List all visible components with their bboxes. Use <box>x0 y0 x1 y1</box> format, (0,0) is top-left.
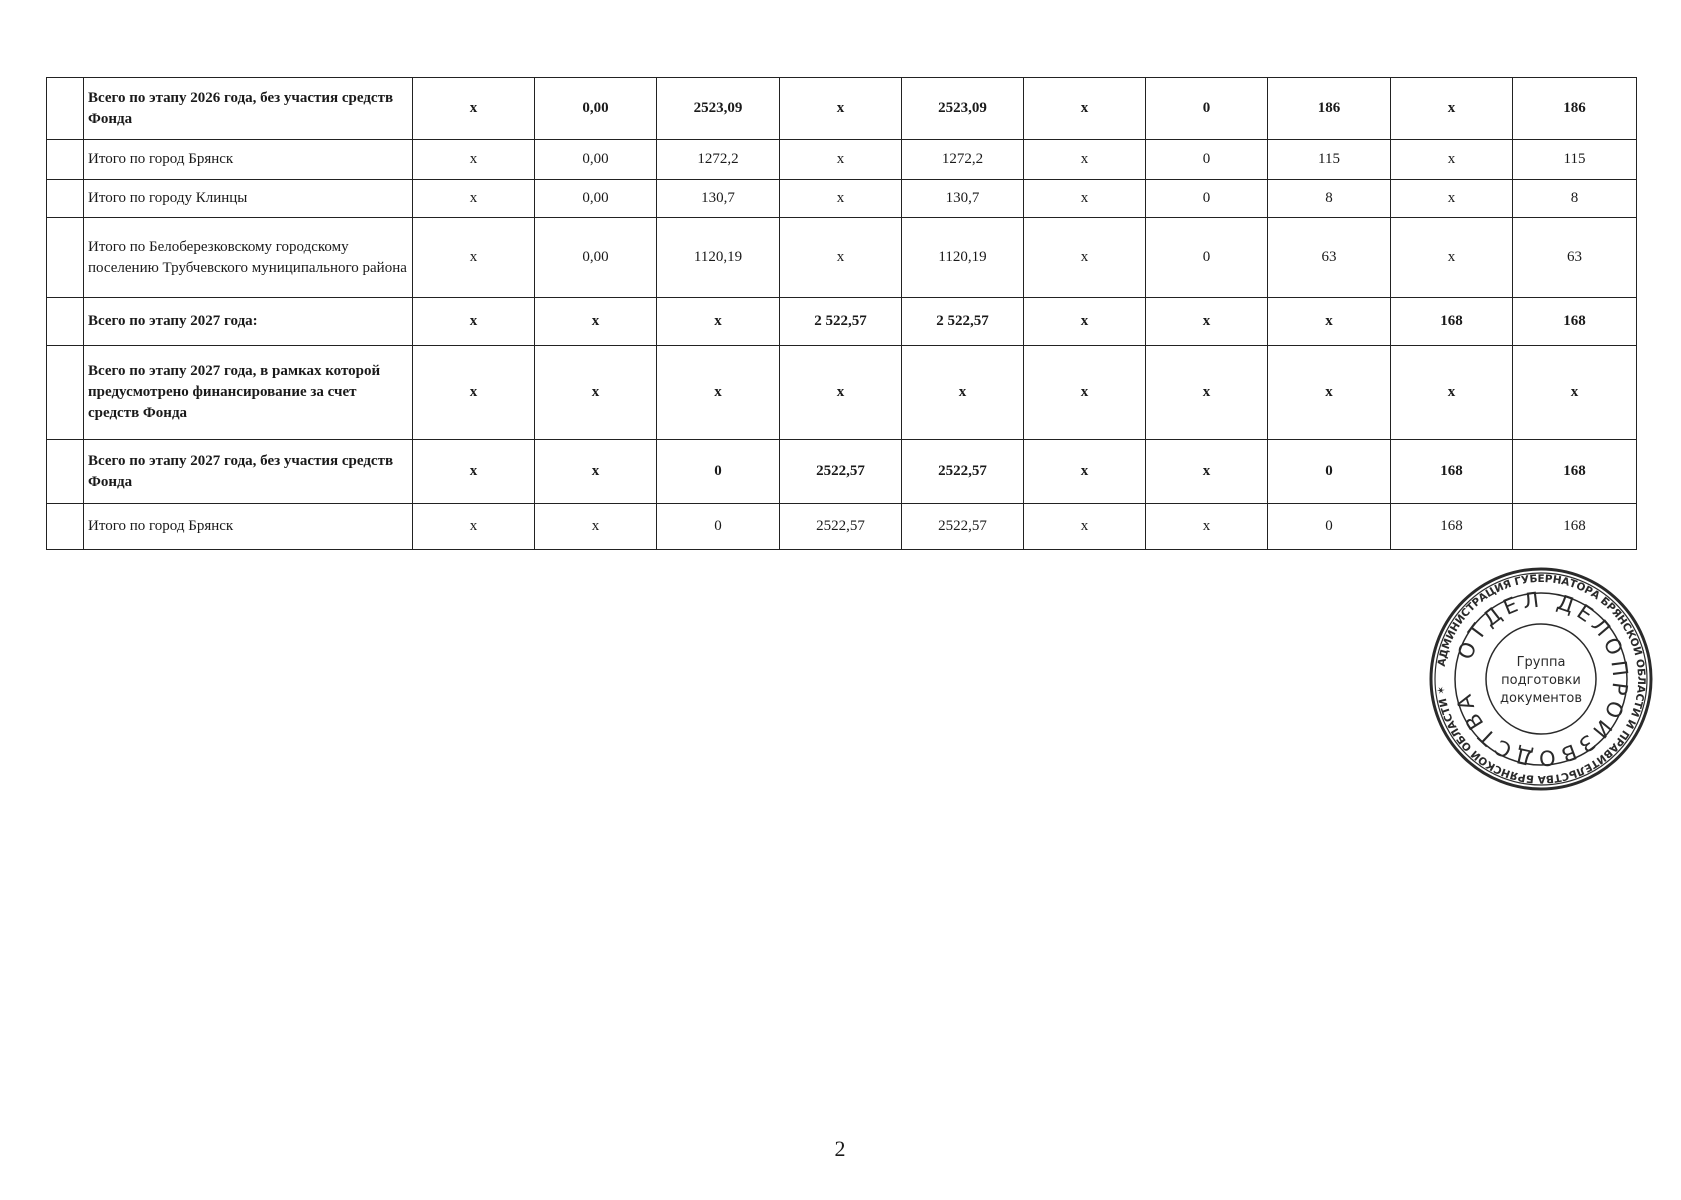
value-cell-col-7: х <box>1146 346 1268 440</box>
table-row <box>47 298 1637 346</box>
value-cell-col-5: 1272,2 <box>902 140 1024 180</box>
value-cell-col-1: х <box>413 346 535 440</box>
value-cell-col-2: 0,00 <box>535 180 657 218</box>
page-number: 2 <box>834 1136 846 1161</box>
row-index-cell <box>47 218 84 298</box>
table-row <box>47 218 1637 298</box>
row-index-cell <box>47 78 84 140</box>
row-name-cell: Всего по этапу 2027 года, без участия средств Фонда <box>84 440 413 504</box>
value-cell-col-5: х <box>902 346 1024 440</box>
value-cell-col-9: х <box>1391 346 1513 440</box>
value-cell-col-7: 0 <box>1146 180 1268 218</box>
value-cell-col-4: 2522,57 <box>780 440 902 504</box>
value-cell-col-5: 2 522,57 <box>902 298 1024 346</box>
stamp-center-line-3: документов <box>1500 691 1582 706</box>
value-cell-col-2: 0,00 <box>535 78 657 140</box>
value-cell-col-9: 168 <box>1391 440 1513 504</box>
value-cell-col-5: 1120,19 <box>902 218 1024 298</box>
value-cell-col-1: х <box>413 78 535 140</box>
row-name-cell: Итого по город Брянск <box>84 504 413 550</box>
row-index-cell <box>47 504 84 550</box>
row-index-cell <box>47 298 84 346</box>
table-row <box>47 78 1637 140</box>
value-cell-col-1: х <box>413 180 535 218</box>
value-cell-col-10: х <box>1513 346 1637 440</box>
value-cell-col-6: х <box>1024 298 1146 346</box>
value-cell-col-3: 0 <box>657 504 780 550</box>
value-cell-col-6: х <box>1024 504 1146 550</box>
value-cell-col-9: х <box>1391 180 1513 218</box>
value-cell-col-10: 186 <box>1513 78 1637 140</box>
value-cell-col-9: 168 <box>1391 504 1513 550</box>
value-cell-col-1: х <box>413 504 535 550</box>
value-cell-col-7: х <box>1146 298 1268 346</box>
value-cell-col-10: 168 <box>1513 440 1637 504</box>
value-cell-col-9: х <box>1391 78 1513 140</box>
official-stamp <box>1428 566 1654 792</box>
value-cell-col-10: 8 <box>1513 180 1637 218</box>
row-name-cell: Всего по этапу 2027 года: <box>84 298 413 346</box>
value-cell-col-9: х <box>1391 140 1513 180</box>
table-row <box>47 180 1637 218</box>
value-cell-col-7: 0 <box>1146 78 1268 140</box>
value-cell-col-6: х <box>1024 78 1146 140</box>
value-cell-col-8: 0 <box>1268 504 1391 550</box>
value-cell-col-3: х <box>657 346 780 440</box>
value-cell-col-5: 130,7 <box>902 180 1024 218</box>
value-cell-col-5: 2523,09 <box>902 78 1024 140</box>
value-cell-col-5: 2522,57 <box>902 504 1024 550</box>
value-cell-col-8: 115 <box>1268 140 1391 180</box>
value-cell-col-8: х <box>1268 346 1391 440</box>
value-cell-col-1: х <box>413 298 535 346</box>
value-cell-col-4: х <box>780 218 902 298</box>
row-name-cell: Итого по город Брянск <box>84 140 413 180</box>
table-row <box>47 346 1637 440</box>
value-cell-col-2: 0,00 <box>535 140 657 180</box>
data-table <box>46 77 1637 550</box>
value-cell-col-4: х <box>780 78 902 140</box>
value-cell-col-3: 0 <box>657 440 780 504</box>
value-cell-col-8: х <box>1268 298 1391 346</box>
value-cell-col-6: х <box>1024 346 1146 440</box>
value-cell-col-7: 0 <box>1146 140 1268 180</box>
value-cell-col-10: 168 <box>1513 298 1637 346</box>
table-row <box>47 504 1637 550</box>
value-cell-col-6: х <box>1024 440 1146 504</box>
value-cell-col-8: 0 <box>1268 440 1391 504</box>
value-cell-col-6: х <box>1024 180 1146 218</box>
row-index-cell <box>47 346 84 440</box>
row-name-cell: Всего по этапу 2027 года, в рамках которой предусмотрено финансирование за счет средств Фонда <box>84 346 413 440</box>
stamp-outer-text: АДМИНИСТРАЦИЯ ГУБЕРНАТОРА БРЯНСКОЙ ОБЛАСТИ И ПРАВИТЕЛЬСТВА БРЯНСКОЙ ОБЛАСТИ ✶ <box>1435 572 1648 786</box>
value-cell-col-3: х <box>657 298 780 346</box>
value-cell-col-6: х <box>1024 140 1146 180</box>
value-cell-col-7: 0 <box>1146 218 1268 298</box>
row-index-cell <box>47 180 84 218</box>
value-cell-col-6: х <box>1024 218 1146 298</box>
stamp-middle-text: ОТДЕЛ ДЕЛОПРОИЗВОДСТВА <box>1451 587 1633 771</box>
value-cell-col-2: 0,00 <box>535 218 657 298</box>
value-cell-col-7: х <box>1146 504 1268 550</box>
value-cell-col-1: х <box>413 140 535 180</box>
table-row <box>47 140 1637 180</box>
value-cell-col-4: 2 522,57 <box>780 298 902 346</box>
stamp-center-line-1: Группа <box>1516 655 1566 670</box>
value-cell-col-4: х <box>780 140 902 180</box>
value-cell-col-4: 2522,57 <box>780 504 902 550</box>
value-cell-col-10: 63 <box>1513 218 1637 298</box>
value-cell-col-8: 186 <box>1268 78 1391 140</box>
value-cell-col-10: 115 <box>1513 140 1637 180</box>
value-cell-col-3: 1272,2 <box>657 140 780 180</box>
value-cell-col-5: 2522,57 <box>902 440 1024 504</box>
value-cell-col-2: х <box>535 504 657 550</box>
row-name-cell: Итого по городу Клинцы <box>84 180 413 218</box>
value-cell-col-3: 1120,19 <box>657 218 780 298</box>
row-index-cell <box>47 140 84 180</box>
value-cell-col-2: х <box>535 440 657 504</box>
value-cell-col-4: х <box>780 180 902 218</box>
table-row <box>47 440 1637 504</box>
row-index-cell <box>47 440 84 504</box>
row-name-cell: Всего по этапу 2026 года, без участия средств Фонда <box>84 78 413 140</box>
value-cell-col-2: х <box>535 298 657 346</box>
value-cell-col-8: 8 <box>1268 180 1391 218</box>
stamp-center-line-2: подготовки <box>1501 673 1581 688</box>
value-cell-col-1: х <box>413 218 535 298</box>
value-cell-col-9: х <box>1391 218 1513 298</box>
table-body <box>47 78 1637 550</box>
value-cell-col-7: х <box>1146 440 1268 504</box>
value-cell-col-1: х <box>413 440 535 504</box>
value-cell-col-3: 2523,09 <box>657 78 780 140</box>
value-cell-col-8: 63 <box>1268 218 1391 298</box>
value-cell-col-2: х <box>535 346 657 440</box>
row-name-cell: Итого по Белоберезковскому городскому поселению Трубчевского муниципального района <box>84 218 413 298</box>
value-cell-col-4: х <box>780 346 902 440</box>
value-cell-col-3: 130,7 <box>657 180 780 218</box>
value-cell-col-10: 168 <box>1513 504 1637 550</box>
value-cell-col-9: 168 <box>1391 298 1513 346</box>
